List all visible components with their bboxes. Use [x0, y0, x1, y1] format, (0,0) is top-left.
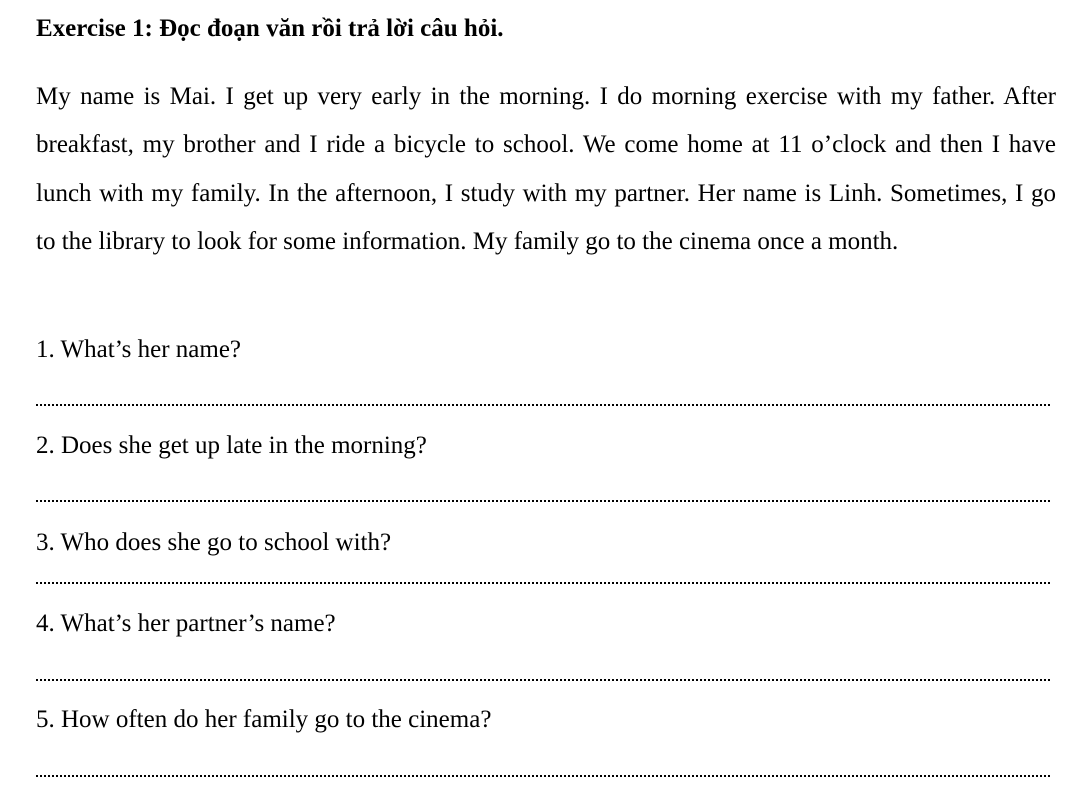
answer-line-4[interactable]	[36, 679, 1050, 681]
answer-line-5[interactable]	[36, 775, 1050, 777]
reading-passage: My name is Mai. I get up very early in the morning. I do morning exercise with my father. After breakfast, my brother and I ride a bicycle to school. We come home at 11 o’clock and then I have lunch with my family. In the afternoon, I study with my partner. Her name is Linh. Sometimes, I go to the library to look for some information. My family go to the cinema once a month.	[36, 83, 1056, 255]
question-1: 1. What’s her name?	[36, 336, 242, 363]
question-4: 4. What’s her partner’s name?	[36, 610, 336, 637]
answer-line-3[interactable]	[36, 582, 1050, 584]
question-3: 3. Who does she go to school with?	[36, 529, 392, 556]
answer-line-1[interactable]	[36, 404, 1050, 406]
answer-line-2[interactable]	[36, 500, 1050, 502]
question-5: 5. How often do her family go to the cinema?	[36, 706, 492, 733]
question-2: 2. Does she get up late in the morning?	[36, 432, 427, 459]
exercise-title: Exercise 1: Đọc đoạn văn rồi trả lời câu hỏi.	[36, 15, 504, 42]
